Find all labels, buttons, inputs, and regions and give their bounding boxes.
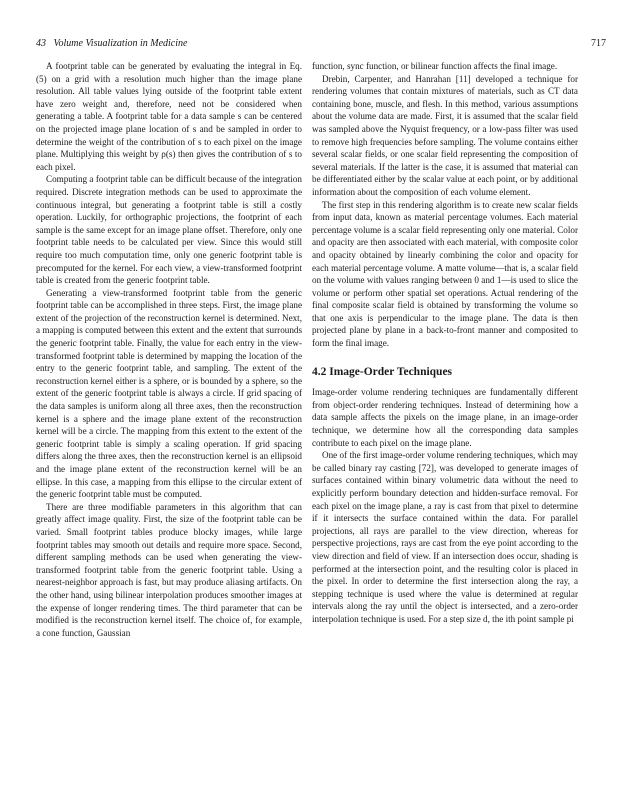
page-number: 717 — [591, 38, 606, 49]
chapter-heading — [36, 38, 187, 49]
paragraph: function, sync function, or bilinear function affects the final image. — [312, 61, 558, 71]
paragraph: A footprint table can be generated by evaluating the integral in Eq. (5) on a grid with a resolution much higher than the image plane resolution. All table values lying outside of the footprint table extent have zero weight and, therefore, need not be considered when generating a table. A footprint table for a data sample s can be centered on the projected image plane location of s and be sampled in order to determine the weight of the contribution of s to each pixel on the image plane. Multiplying this weight by ρ(s) then gives the contribution of s to each pixel. — [36, 61, 302, 172]
paragraph: Computing a footprint table can be difficult because of the integration required. Discrete integration methods can be used to approximate the continuous integral, but generating a footprint table is still a costly operation. Luckily, for orthographic projections, the footprint of each sample is the same except for an image plane offset. Therefore, only one footprint table needs to be calculated per view. Since this would still require too much computation time, only one generic footprint table is precomputed for the kernel. For each view, a view-transformed footprint table is created from the generic footprint table. — [36, 174, 302, 286]
left-column — [36, 60, 302, 639]
running-head — [36, 38, 606, 49]
paragraph: Image-order volume rendering techniques are fundamentally different from object-order rendering techniques. Instead of determining how a data sample affects the pixels on the image plane, in an image-order technique, we determine how all the corresponding data samples contribute to each pixel on the image plane. — [312, 387, 578, 448]
right-column — [312, 60, 578, 626]
chapter-title: Volume Visualization in Medicine — [53, 38, 188, 49]
chapter-number: 43 — [36, 38, 46, 49]
paragraph: The first step in this rendering algorithm is to create new scalar fields from input data, known as material percentage volumes. Each material percentage volume is a scalar field representing only one material. Color and opacity are then associated with each material, with composite color and opacity obtained by linearly combining the color and opacity for each material percentage volume. A matte volume—that is, a scalar field on the volume with values ranging between 0 and 1—is used to slice the volume or perform other spatial set operations. Actual rendering of the final composite scalar field is obtained by transforming the volume so that one axis is perpendicular to the image plane. The data is then projected plane by plane in a back-to-front manner and composited to form the final image. — [312, 199, 578, 349]
paragraph: One of the first image-order volume rendering techniques, which may be called binary ray casting [72], was developed to generate images of surfaces contained within binary volumetric data without the need to explicitly perform boundary detection and hidden-surface removal. For each pixel on the image plane, a ray is cast from that pixel to determine if it intersects the surface contained within the data. For parallel projections, all rays are parallel to the view direction, whereas for perspective projections, rays are cast from the eye point according to the view direction and field of view. If an intersection does occur, shading is performed at the intersection point, and the resulting color is placed in the pixel. In order to determine the first intersection along the ray, a stepping technique is used where the value is determined at regular intervals along the ray until the object is intersected, and a zero-order interpolation technique is used. For a step size d, the ith point sample pi — [312, 450, 578, 624]
paragraph: Drebin, Carpenter, and Hanrahan [11] developed a technique for rendering volumes that contain mixtures of materials, such as CT data containing bone, muscle, and flesh. In this method, various assumptions about the volume data are made. First, it is assumed that the scalar field was sampled above the Nyquist frequency, or a low-pass filter was used to remove high frequencies before sampling. The volume contains either several scalar fields, or one scalar field representing the composition of several materials. If the latter is the case, it is assumed that material can be differentiated either by the scalar value at each point, or by additional information about the composition of each volume element. — [312, 73, 578, 197]
paragraph: There are three modifiable parameters in this algorithm that can greatly affect image quality. First, the size of the footprint table can be varied. Small footprint tables produce blocky images, while large footprint tables may smooth out details and require more space. Second, different sampling methods can be used when generating the view-transformed footprint table from the generic footprint table. Using a nearest-neighbor approach is fast, but may produce aliasing artifacts. On the other hand, using bilinear interpolation produces smoother images at the expense of longer rendering times. The third parameter that can be modified is the reconstruction kernel itself. The choice of, for example, a cone function, Gaussian — [36, 501, 302, 638]
section-heading: 4.2 Image-Order Techniques — [312, 365, 453, 378]
paragraph: Generating a view-transformed footprint table from the generic footprint table can be accomplished in three steps. First, the image plane extent of the projection of the reconstruction kernel is determined. Next, a mapping is computed between this extent and the extent that surrounds the generic footprint table. Finally, the value for each entry in the view-transformed footprint table is determined by mapping the location of the entry to the generic footprint table, and sampling. The extent of the reconstruction kernel either is a sphere, or is bounded by a sphere, so the extent of the generic footprint table is always a circle. If grid spacing of the data samples is uniform along all three axes, then the reconstruction kernel is a sphere and the image plane extent of the reconstruction kernel will be a circle. The mapping from this extent to the extent of the generic footprint table is simply a scaling operation. If grid spacing differs along the three axes, then the reconstruction kernel is an ellipsoid and the image plane extent of the reconstruction kernel will be an ellipse. In this case, a mapping from this ellipse to the circular extent of the generic footprint table must be computed. — [36, 287, 302, 500]
